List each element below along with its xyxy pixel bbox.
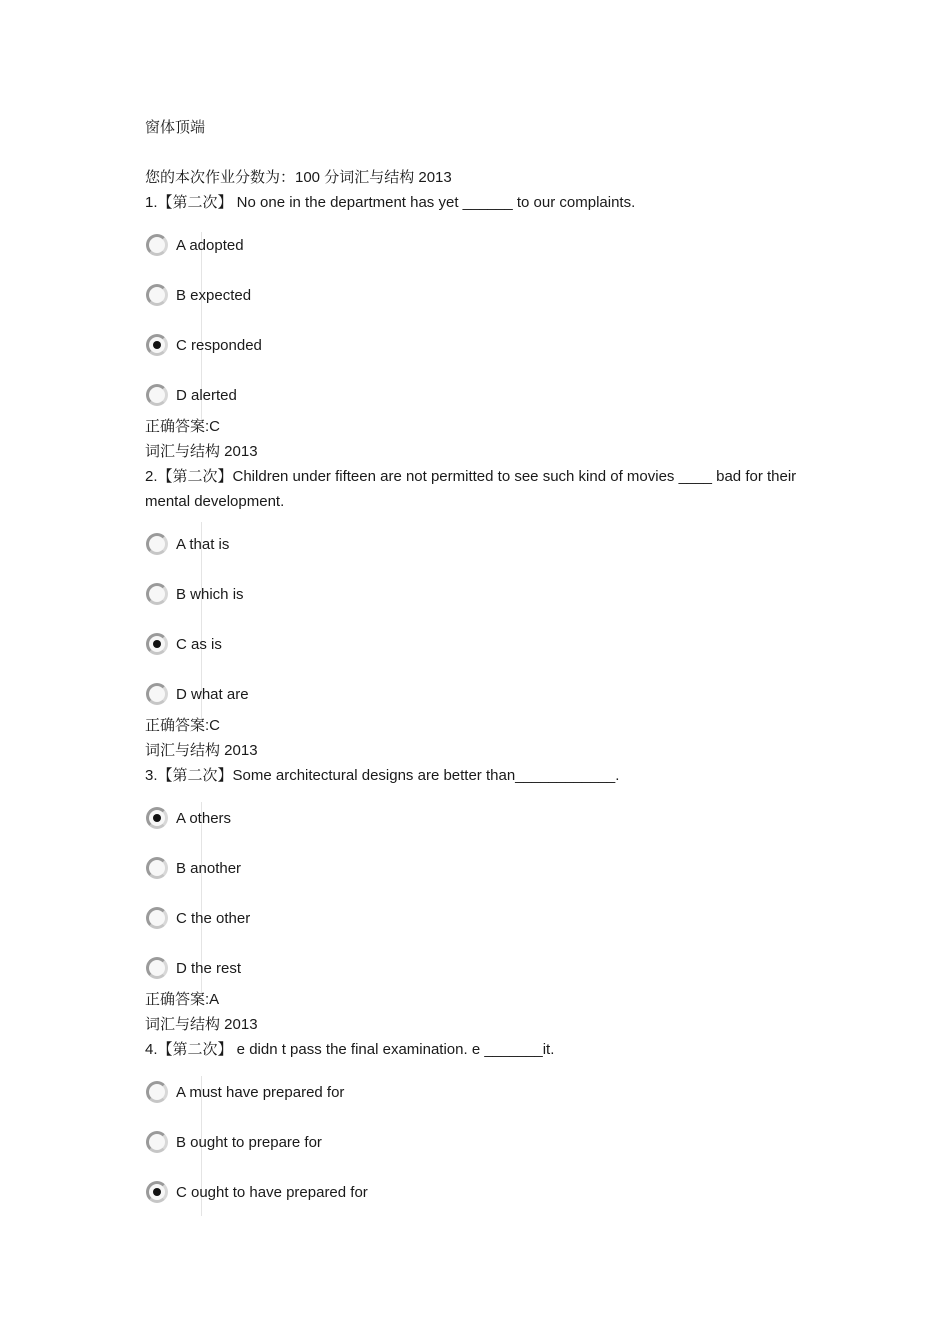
question-3-option-a[interactable] [146,803,231,833]
score-line: 您的本次作业分数为：100 分词汇与结构 2013 [145,169,452,186]
question-1-text: 1.【第二次】 No one in the department has yet ______ to our complaints. [145,194,636,211]
question-2-option-c[interactable] [146,629,222,659]
question-2-option-d[interactable] [146,679,249,709]
radio-icon[interactable] [146,857,168,879]
option-label: A others [176,809,232,827]
question-1-option-c[interactable] [146,330,262,360]
option-label: C as is [176,635,222,653]
option-label: C the other [176,909,251,927]
question-4-option-a[interactable] [146,1077,344,1107]
question-4-option-b[interactable] [146,1127,322,1157]
question-2-option-b[interactable] [146,579,244,609]
section-label: 词汇与结构 2013 [145,1016,258,1033]
option-label: A that is [176,535,230,553]
option-label: D what are [176,685,249,703]
question-1-option-a[interactable] [146,230,244,260]
section-label: 词汇与结构 2013 [145,742,258,759]
radio-icon[interactable] [146,907,168,929]
question-3-text: 3.【第二次】Some architectural designs are better than____________. [145,767,620,784]
question-2-answer: 正确答案:C [145,717,221,734]
option-label: B ought to prepare for [176,1133,322,1151]
question-4-option-c[interactable] [146,1177,368,1207]
radio-icon[interactable] [146,1181,168,1203]
question-3-answer: 正确答案:A [145,991,220,1008]
section-label: 词汇与结构 2013 [145,443,258,460]
radio-icon[interactable] [146,633,168,655]
option-label: B expected [176,286,252,304]
radio-icon[interactable] [146,234,168,256]
radio-icon[interactable] [146,583,168,605]
question-3-option-c[interactable] [146,903,250,933]
radio-icon[interactable] [146,533,168,555]
question-1-option-b[interactable] [146,280,251,310]
radio-icon[interactable] [146,957,168,979]
question-1-option-d[interactable] [146,380,237,410]
radio-icon[interactable] [146,807,168,829]
question-2-option-a[interactable] [146,529,229,559]
option-label: D alerted [176,386,237,404]
option-label: D the rest [176,959,242,977]
radio-icon[interactable] [146,384,168,406]
radio-icon[interactable] [146,334,168,356]
option-label: B which is [176,585,244,603]
question-1-answer: 正确答案:C [145,418,221,435]
question-4-text: 4.【第二次】 e didn t pass the final examination. e _______it. [145,1041,555,1058]
question-2-text: 2.【第二次】Children under fifteen are not permitted to see such kind of movies ____ bad for their mental development. [145,468,797,510]
radio-icon[interactable] [146,1131,168,1153]
option-label: C responded [176,336,262,354]
radio-icon[interactable] [146,1081,168,1103]
option-label: A adopted [176,236,244,254]
radio-icon[interactable] [146,284,168,306]
question-3-option-b[interactable] [146,853,241,883]
option-label: B another [176,859,242,877]
question-3-option-d[interactable] [146,953,241,983]
radio-icon[interactable] [146,683,168,705]
option-label: A must have prepared for [176,1083,345,1101]
option-label: C ought to have prepared for [176,1183,368,1201]
form-top-label: 窗体顶端 [145,119,206,136]
